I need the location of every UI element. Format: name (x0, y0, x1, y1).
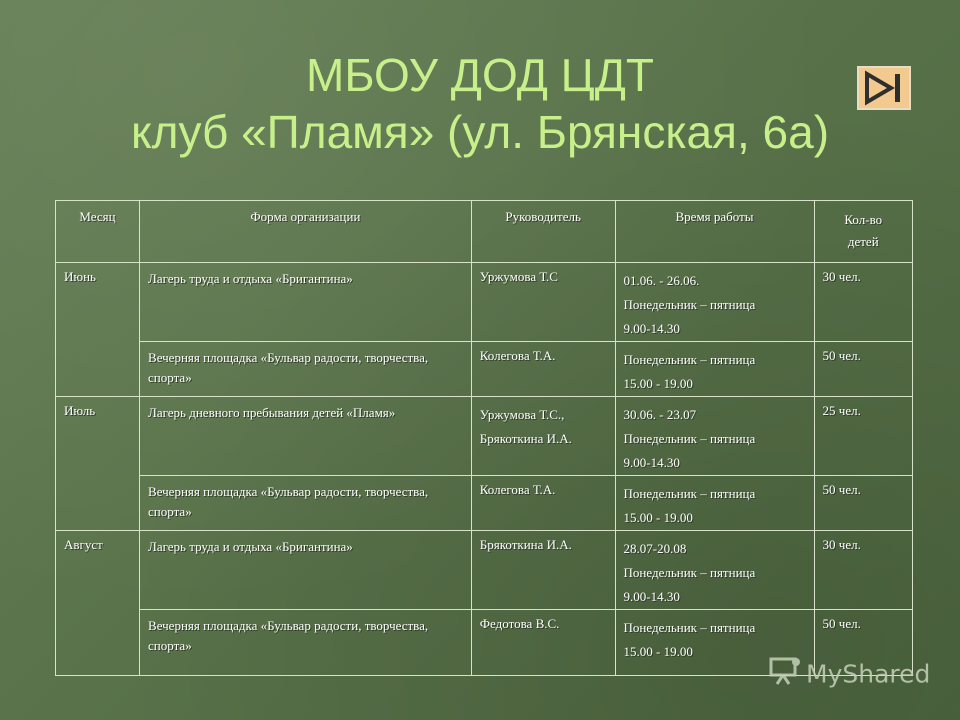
end-button[interactable] (857, 66, 911, 110)
header-time: Время работы (615, 201, 814, 263)
form-cell: Вечерняя площадка «Бульвар радости, творчества, спорта» (140, 610, 472, 676)
month-cell: Август (56, 531, 140, 676)
header-month: Месяц (56, 201, 140, 263)
time-line: Понедельник – пятница (623, 565, 756, 580)
time-cell (615, 397, 814, 476)
form-cell: Вечерняя площадка «Бульвар радости, творчества, спорта» (140, 476, 472, 531)
count-cell: 50 чел. (814, 610, 912, 676)
form-cell: Лагерь труда и отдыха «Бригантина» (140, 531, 472, 610)
form-cell: Вечерняя площадка «Бульвар радости, творчества, спорта» (140, 342, 472, 397)
table-header-row (56, 201, 913, 263)
time-line: Понедельник – пятница (623, 620, 756, 635)
title-line-1: МБОУ ДОД ЦДТ (306, 49, 654, 101)
time-line: Понедельник – пятница (623, 297, 756, 312)
time-line: 15.00 - 19.00 (623, 644, 693, 659)
time-cell (615, 531, 814, 610)
leader-cell: Уржумова Т.С (471, 263, 615, 342)
header-count-text: Кол-во детей (844, 212, 883, 249)
schedule-table (55, 200, 913, 676)
time-line: 15.00 - 19.00 (623, 376, 693, 391)
count-cell: 25 чел. (814, 397, 912, 476)
presentation-icon (768, 656, 802, 692)
leader-cell: Брякоткина И.А. (471, 531, 615, 610)
end-icon (859, 68, 909, 108)
month-cell: Июнь (56, 263, 140, 397)
watermark (768, 656, 930, 692)
time-cell (615, 476, 814, 531)
count-cell: 50 чел. (814, 476, 912, 531)
header-leader: Руководитель (471, 201, 615, 263)
time-line: 01.06. - 26.06. (623, 273, 700, 288)
table-row (56, 342, 913, 397)
time-line: 15.00 - 19.00 (623, 510, 693, 525)
table-row (56, 263, 913, 342)
watermark-text: MyShared (806, 659, 931, 689)
time-line: Понедельник – пятница (623, 486, 756, 501)
table-row (56, 397, 913, 476)
time-line: Понедельник – пятница (623, 431, 756, 446)
count-cell: 50 чел. (814, 342, 912, 397)
time-line: Понедельник – пятница (623, 352, 756, 367)
month-cell: Июль (56, 397, 140, 531)
time-line: 30.06. - 23.07 (623, 407, 697, 422)
time-line: 9.00-14.30 (623, 321, 680, 336)
leader-cell (471, 397, 615, 476)
leader-cell: Колегова Т.А. (471, 342, 615, 397)
time-cell (615, 342, 814, 397)
table-row (56, 476, 913, 531)
leader-line: Брякоткина И.А. (479, 431, 572, 446)
slide-title (0, 48, 960, 160)
time-line: 28.07-20.08 (623, 541, 687, 556)
header-form: Форма организации (140, 201, 472, 263)
time-line: 9.00-14.30 (623, 455, 680, 470)
leader-cell: Колегова Т.А. (471, 476, 615, 531)
form-cell: Лагерь дневного пребывания детей «Пламя» (140, 397, 472, 476)
leader-cell: Федотова В.С. (471, 610, 615, 676)
count-cell: 30 чел. (814, 263, 912, 342)
time-line: 9.00-14.30 (623, 589, 680, 604)
count-cell: 30 чел. (814, 531, 912, 610)
table-row (56, 531, 913, 610)
header-count (814, 201, 912, 263)
time-cell (615, 263, 814, 342)
form-cell: Лагерь труда и отдыха «Бригантина» (140, 263, 472, 342)
leader-line: Уржумова Т.С., (479, 407, 565, 422)
title-line-2: клуб «Пламя» (ул. Брянская, 6а) (130, 106, 830, 159)
